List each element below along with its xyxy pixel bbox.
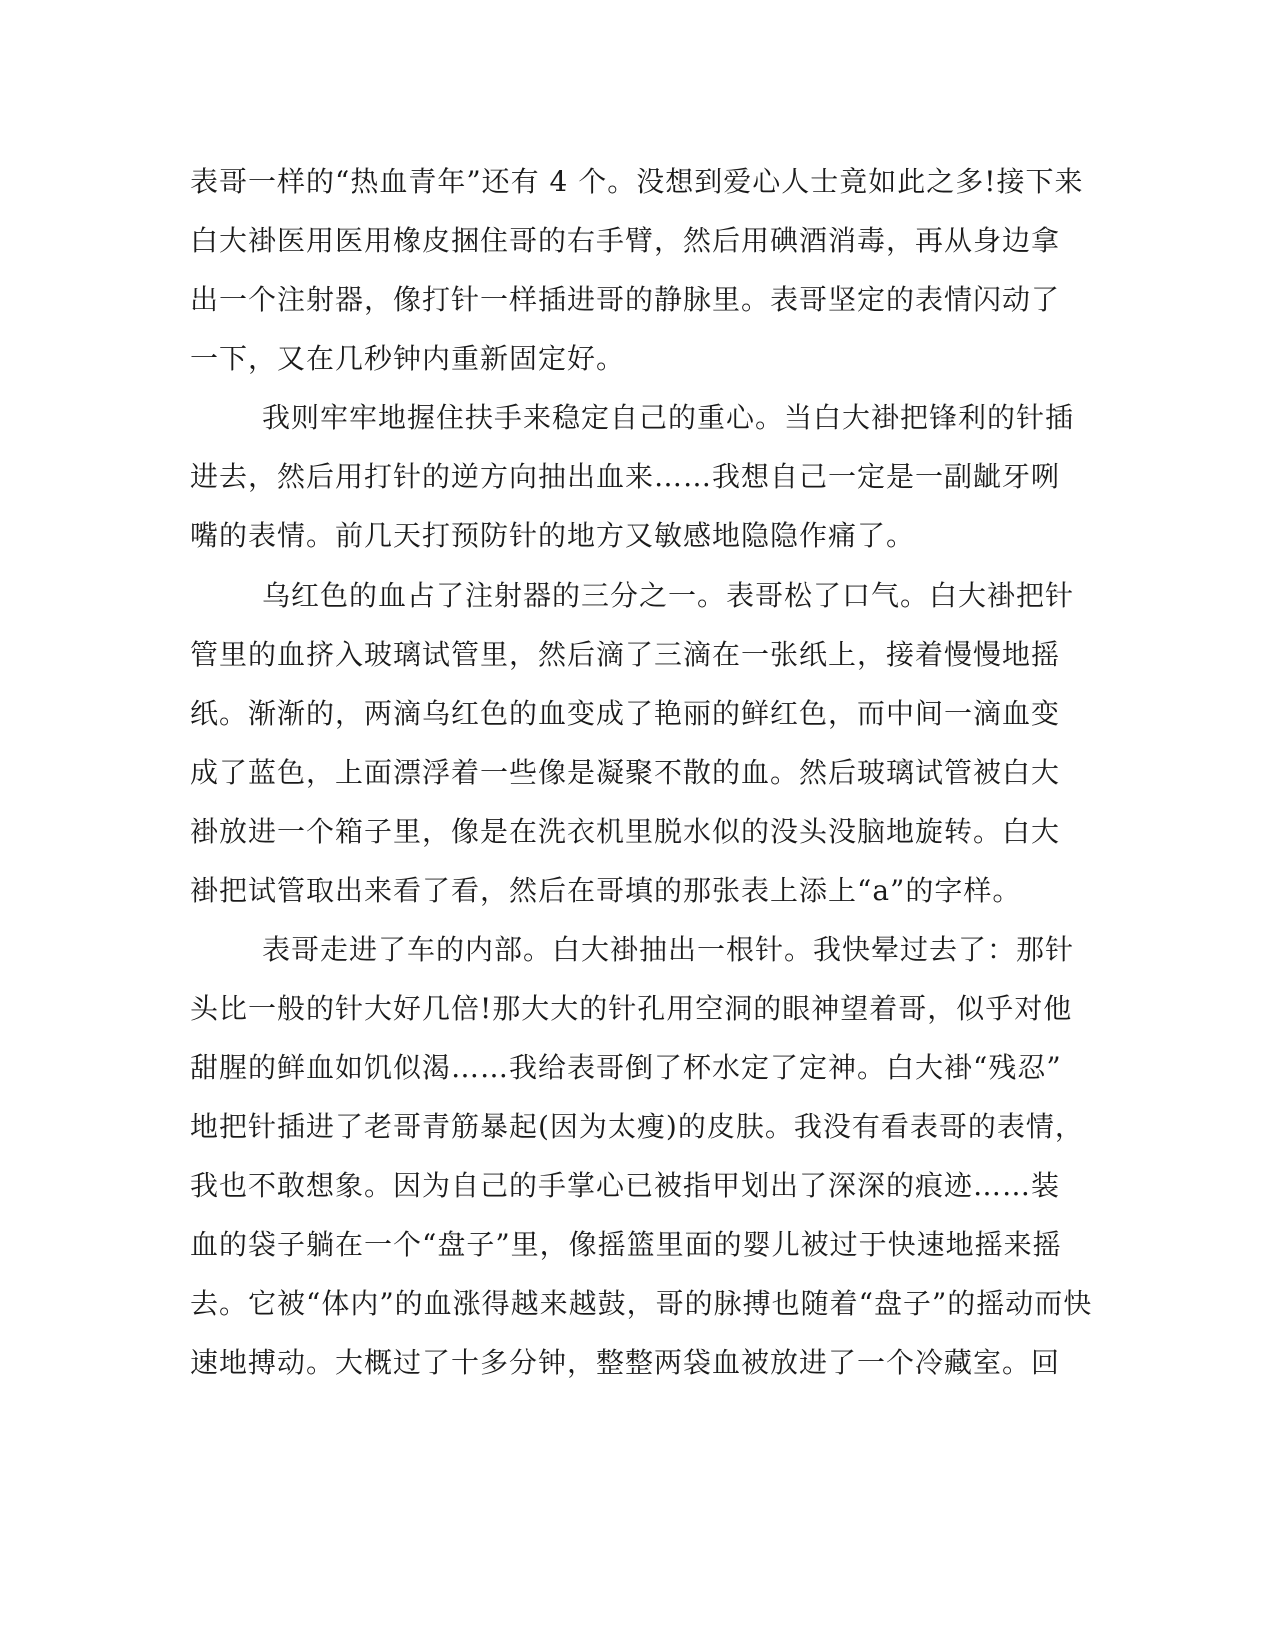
text-line: 褂放进一个箱子里，像是在洗衣机里脱水似的没头没脑地旋转。白大 — [190, 815, 1061, 848]
text-line: 去。它被“体内”的血涨得越来越鼓，哥的脉搏也随着“盘子”的摇动而快 — [190, 1287, 1093, 1320]
paragraph-first-line: 我则牢牢地握住扶手来稳定自己的重心。当白大褂把锋利的针插 — [262, 401, 1075, 434]
text-line: 白大褂医用医用橡皮捆住哥的右手臂，然后用碘酒消毒，再从身边拿 — [190, 224, 1061, 257]
text-line: 出一个注射器，像打针一样插进哥的静脉里。表哥坚定的表情闪动了 — [190, 283, 1061, 316]
text-line: 速地搏动。大概过了十多分钟，整整两袋血被放进了一个冷藏室。回 — [190, 1346, 1061, 1379]
text-line: 成了蓝色，上面漂浮着一些像是凝聚不散的血。然后玻璃试管被白大 — [190, 756, 1061, 789]
text-line: 地把针插进了老哥青筋暴起(因为太瘦)的皮肤。我没有看表哥的表情， — [190, 1110, 1084, 1143]
text-line: 血的袋子躺在一个“盘子”里，像摇篮里面的婴儿被过于快速地摇来摇 — [190, 1228, 1062, 1261]
text-line: 表哥一样的“热血青年”还有 4 个。没想到爱心人士竟如此之多!接下来 — [190, 165, 1084, 198]
text-line: 纸。渐渐的，两滴乌红色的血变成了艳丽的鲜红色，而中间一滴血变 — [190, 697, 1061, 730]
text-line: 头比一般的针大好几倍!那大大的针孔用空洞的眼神望着哥，似乎对他 — [190, 992, 1073, 1025]
text-line: 我也不敢想象。因为自己的手掌心已被指甲划出了深深的痕迹……装 — [190, 1169, 1061, 1202]
text-line: 管里的血挤入玻璃试管里，然后滴了三滴在一张纸上，接着慢慢地摇 — [190, 638, 1061, 671]
text-line: 褂把试管取出来看了看，然后在哥填的那张表上添上“a”的字样。 — [190, 874, 1022, 907]
text-line: 嘴的表情。前几天打预防针的地方又敏感地隐隐作痛了。 — [190, 519, 916, 552]
text-line: 进去，然后用打针的逆方向抽出血来……我想自己一定是一副龇牙咧 — [190, 460, 1061, 493]
text-line: 一下，又在几秒钟内重新固定好。 — [190, 342, 626, 375]
paragraph-first-line: 表哥走进了车的内部。白大褂抽出一根针。我快晕过去了：那针 — [262, 933, 1075, 966]
paragraph-first-line: 乌红色的血占了注射器的三分之一。表哥松了口气。白大褂把针 — [262, 579, 1075, 612]
text-line: 甜腥的鲜血如饥似渴……我给表哥倒了杯水定了定神。白大褂“残忍” — [190, 1051, 1062, 1084]
